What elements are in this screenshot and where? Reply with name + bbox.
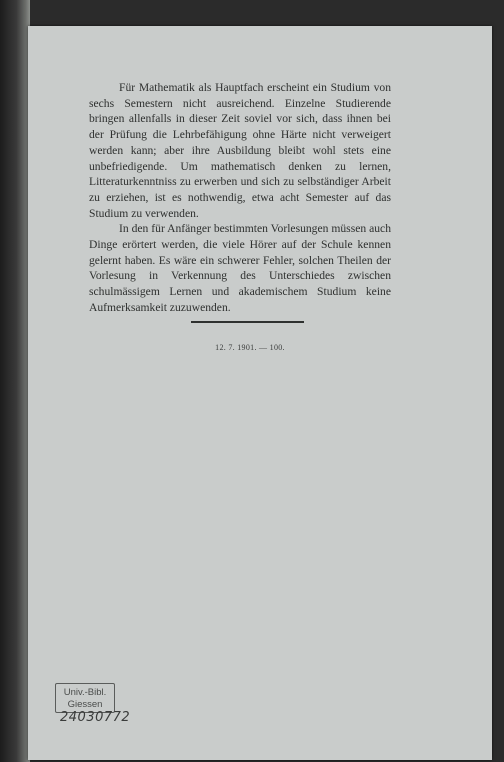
printer-imprint: 12. 7. 1901. — 100. [215,343,285,352]
body-text [89,80,391,316]
library-stamp [55,683,115,713]
paragraph-2: In den für Anfänger bestimmten Vorlesungen müssen auch Dinge erörtert werden, die viele Hörer auf der Schule kennen gelernt haben. Es wäre ein schwerer Fehler, solchen Theilen der Vorlesung in Verkennung des Unterschiedes zwischen schulmässigem Lernen und akademischem Studium keine Aufmerksamkeit zuzuwenden. [89,222,391,314]
book-spine-edge [0,0,30,762]
paragraph-1: Für Mathematik als Hauptfach erscheint ein Studium von sechs Semestern nicht ausreichend. Einzelne Studierende bringen allenfalls in dieser Zeit soviel vor sich, dass ihnen bei der Prüfung die Lehrbefähigung ohne Härte nicht verweigert werden kann; aber ihre Ausbildung bleibt wohl stets eine unbefriedigende. Um mathematisch denken zu lernen, Litteraturkenntniss zu erwerben und sich zu selbständiger Arbeit zu erziehen, ist es nothwendig, etwa acht Semester auf das Studium zu verwenden. [89,81,391,220]
stamp-line-1: Univ.-Bibl. [63,687,107,698]
separator-rule [191,321,304,323]
stamp-line-2: Giessen [67,699,103,710]
handwritten-shelfmark: 24030772 [60,710,131,725]
